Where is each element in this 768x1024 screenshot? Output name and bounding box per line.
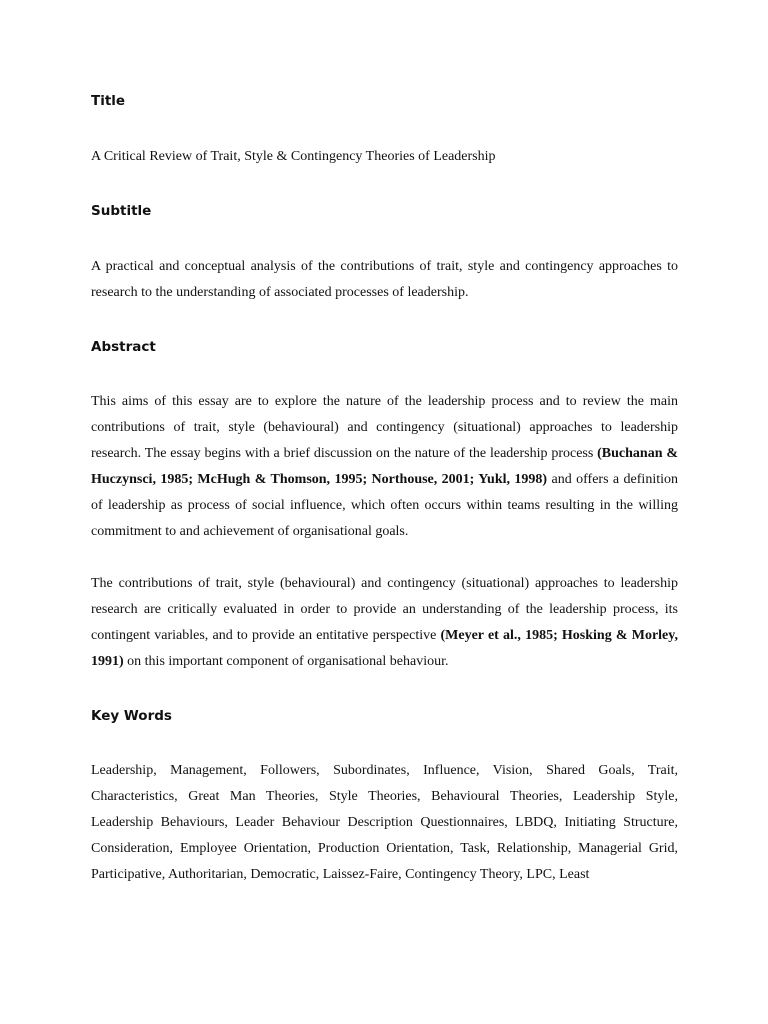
keywords-heading: Key Words xyxy=(91,708,172,724)
abstract-paragraph-2 xyxy=(91,571,678,675)
keywords-text: Leadership, Management, Followers, Subordinates, Influence, Vision, Shared Goals, Trait, Characteristics, Great Man Theories, Style Theories, Behavioural Theories, Leadership Style, Leadership Behaviours, Leader Behaviour Description Questionnaires, LBDQ, Initiating Structure, Consideration, Employee Orientation, Production Orientation, Task, Relationship, Managerial Grid, Participative, Authoritarian, Democratic, Laissez-Faire, Contingency Theory, LPC, Least xyxy=(91,763,678,882)
abstract-paragraph-1 xyxy=(91,389,678,545)
abstract-p1-citation: (Buchanan & Huczynsci, 1985; McHugh & Thomson, 1995; Northouse, 2001; Yukl, 1998) xyxy=(91,446,678,487)
title-text: A Critical Review of Trait, Style & Contingency Theories of Leadership xyxy=(91,149,496,164)
abstract-p2-citation: (Meyer et al., 1985; Hosking & Morley, 1991) xyxy=(91,628,678,669)
abstract-p1-text-a: This aims of this essay are to explore the nature of the leadership process and to review the main contributions of trait, style (behavioural) and contingency (situational) approaches to leadership research. The essay begins with a brief discussion on the nature of the leadership process xyxy=(91,394,678,461)
abstract-heading: Abstract xyxy=(91,339,156,355)
abstract-p2-text-a: The contributions of trait, style (behavioural) and contingency (situational) approaches to leadership research are critically evaluated in order to provide an understanding of the leadership process, its contingent variables, and to provide an entitative perspective xyxy=(91,576,678,643)
abstract-p2-text-b: on this important component of organisational behaviour. xyxy=(123,654,449,669)
subtitle-text: A practical and conceptual analysis of the contributions of trait, style and contingency approaches to research to the understanding of associated processes of leadership. xyxy=(91,259,678,300)
abstract-p1-text-b: and offers a definition of leadership as process of social influence, which often occurs within teams resulting in the willing commitment to and achievement of organisational goals. xyxy=(91,472,678,539)
title-heading: Title xyxy=(91,93,126,109)
subtitle-heading: Subtitle xyxy=(91,203,152,219)
